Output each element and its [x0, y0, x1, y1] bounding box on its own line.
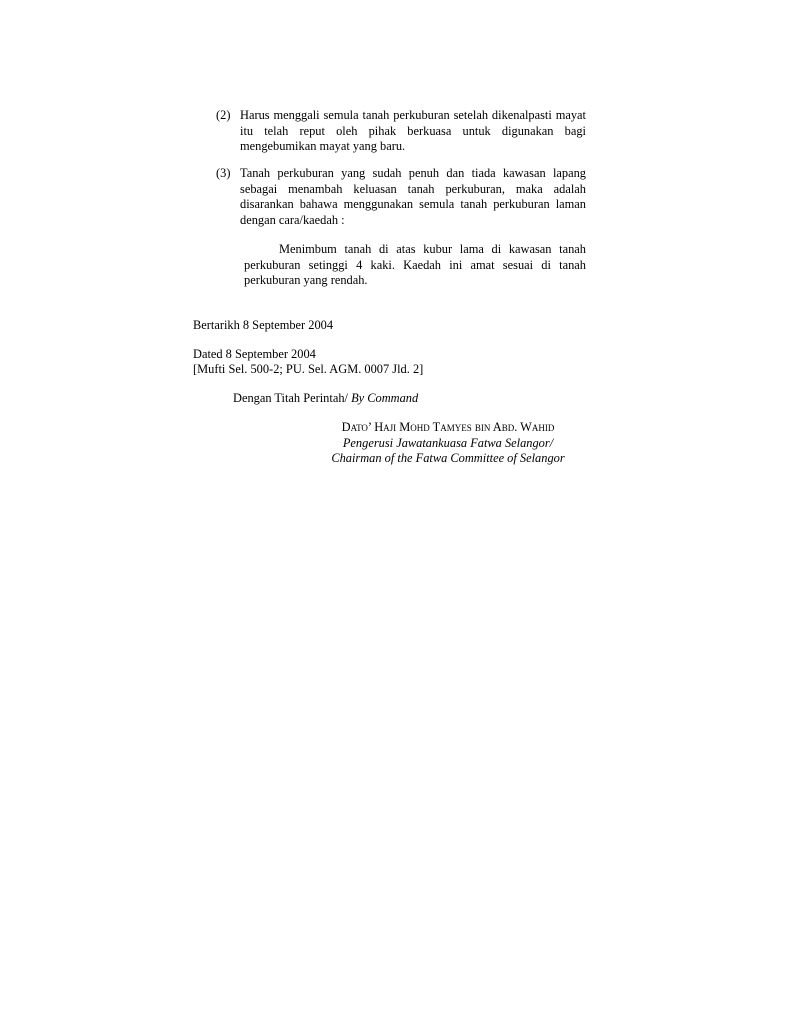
clause-text: Tanah perkuburan yang sudah penuh dan tiada kawasan lapang sebagai menambah keluasan tanah perkuburan, maka adalah disarankan bahawa menggunakan semula tanah perkuburan laman dengan cara/kaedah :: [240, 166, 586, 227]
command-english: By Command: [351, 391, 419, 405]
command-malay: Dengan Titah Perintah/: [233, 391, 348, 405]
clause-number: (3): [216, 166, 231, 180]
clause-2: [216, 108, 586, 155]
signatory-title-malay: Pengerusi Jawatankuasa Fatwa Selangor/: [342, 435, 554, 450]
date-english: Dated 8 September 2004: [193, 347, 316, 361]
clause-text: Harus menggali semula tanah perkuburan setelah dikenalpasti mayat itu telah reput oleh pihak berkuasa untuk digunakan bagi mengebumikan mayat yang baru.: [240, 108, 586, 154]
clause-number: (2): [216, 108, 231, 122]
signature-block: [300, 420, 596, 467]
method-paragraph: Menimbum tanah di atas kubur lama di kawasan tanah perkuburan setinggi 4 kaki. Kaedah ini amat sesuai di tanah perkuburan yang rendah.: [244, 242, 586, 288]
signatory-name: Dato’ Haji Mohd Tamyes bin Abd. Wahid: [341, 420, 555, 434]
reference-number: [Mufti Sel. 500-2; PU. Sel. AGM. 0007 Jld. 2]: [193, 362, 424, 376]
date-malay: Bertarikh 8 September 2004: [193, 318, 334, 332]
clause-3: [216, 166, 586, 228]
signatory-title-english: Chairman of the Fatwa Committee of Selangor: [331, 451, 565, 466]
by-command-line: [233, 391, 418, 407]
